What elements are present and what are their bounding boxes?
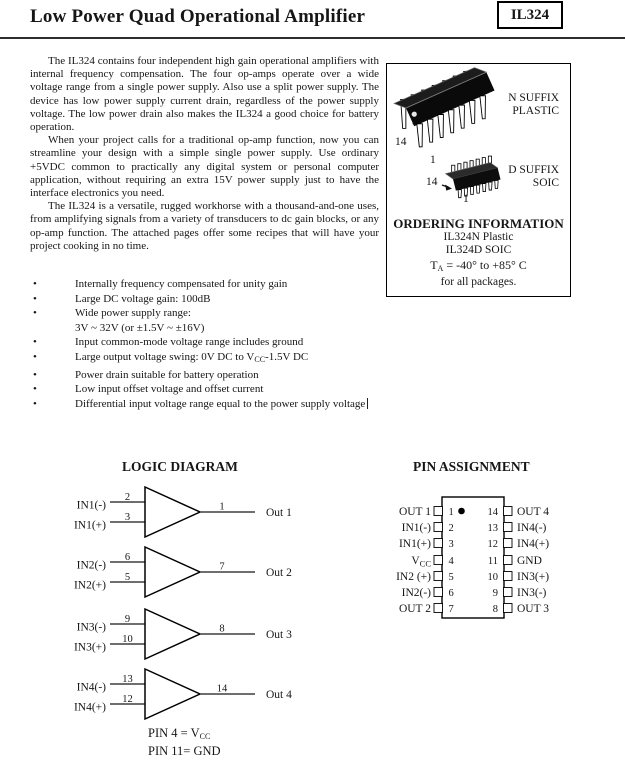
svg-text:Out 3: Out 3 xyxy=(266,629,292,641)
svg-text:12: 12 xyxy=(122,694,133,705)
feature-item: • Low input offset voltage and offset current xyxy=(33,383,264,396)
svg-text:IN3(+): IN3(+) xyxy=(73,641,106,654)
bullet-icon: • xyxy=(33,350,37,363)
ordering-plastic: IL324N Plastic xyxy=(443,231,514,243)
svg-text:OUT 2: OUT 2 xyxy=(398,603,431,615)
description-paragraph-1: The IL324 contains four independent high gain operational amplifiers with internal frequency compensation. The four op-amps operate over a wide voltage range from a single power supply. Also use a split power supply. The device has low power supply current drain, regardless of the power supply voltage. The low power drain also makes the IL324 a good choice for battery operation. xyxy=(30,55,379,134)
features-list xyxy=(30,277,395,411)
pin-assignment-heading: PIN ASSIGNMENT xyxy=(413,459,530,474)
feature-item: • Internally frequency compensated for unity gain xyxy=(33,278,288,290)
svg-text:IN1(-): IN1(-) xyxy=(76,499,106,512)
feature-item: • Input common-mode voltage range includes ground xyxy=(33,336,304,349)
svg-text:13: 13 xyxy=(487,523,498,534)
svg-text:IN3(-): IN3(-) xyxy=(517,587,547,599)
svg-text:2: 2 xyxy=(124,492,131,503)
pin1-indicator-dot xyxy=(458,508,465,515)
svg-text:2: 2 xyxy=(448,523,454,534)
svg-text:14: 14 xyxy=(216,683,228,695)
bullet-icon: • xyxy=(33,292,37,305)
description-paragraph-3: The IL324 is a versatile, rugged workhorse with a thousand-and-one uses, from amplifying signals from a variety of transducers to dc gain blocks, or any op-amp function. The attached pages offer some recipes that will have your project cooking in no time. xyxy=(30,200,379,252)
opamp-1 xyxy=(74,487,292,537)
bullet-icon: • xyxy=(33,383,37,396)
opamp-2 xyxy=(74,547,292,597)
svg-text:IN3(+): IN3(+) xyxy=(517,571,550,583)
bullet-icon: • xyxy=(33,307,37,320)
svg-text:6: 6 xyxy=(448,588,454,599)
svg-text:IN4(+): IN4(+) xyxy=(517,538,550,550)
vcc-pin-note: PIN $4 = V_{CC}$ xyxy=(148,726,211,741)
svg-text:9: 9 xyxy=(492,588,498,599)
svg-text:OUT 4: OUT 4 xyxy=(517,506,550,518)
svg-text:7: 7 xyxy=(219,561,225,573)
description-paragraph-2: When your project calls for a traditional op-amp function, now you can streamline your design with a simple single power supply. Use ordinary +5VDC common to practically any digital system or personal computer application, without requiring an extra 15V power supply just to have the interface electronics you need. xyxy=(30,134,379,200)
svg-text:12: 12 xyxy=(487,539,498,550)
svg-text:IN1(-): IN1(-) xyxy=(401,522,431,534)
ordering-information xyxy=(387,217,570,288)
dip-pin14-label: 14 xyxy=(395,136,407,148)
dip-package-drawing xyxy=(391,64,504,152)
svg-text:IN1(+): IN1(+) xyxy=(398,538,431,550)
package-ordering-box xyxy=(386,63,571,297)
svg-text:IN2(-): IN2(-) xyxy=(76,559,106,572)
part-number-box xyxy=(497,1,563,29)
power-pin-note xyxy=(148,726,221,758)
svg-text:8: 8 xyxy=(492,604,498,615)
d-suffix-label: D SUFFIX SOIC xyxy=(508,164,559,189)
logic-diagram xyxy=(30,480,360,725)
bullet-icon: • xyxy=(33,336,37,349)
svg-text:IN4(+): IN4(+) xyxy=(73,701,106,714)
svg-text:10: 10 xyxy=(122,634,133,645)
svg-text:10: 10 xyxy=(487,572,498,583)
svg-text:6: 6 xyxy=(124,552,131,563)
vcc-pin-label: $V_{CC}$ xyxy=(411,555,431,569)
svg-text:IN2 (+): IN2 (+) xyxy=(396,571,431,583)
svg-text:8: 8 xyxy=(219,623,225,635)
svg-text:Out 1: Out 1 xyxy=(266,507,292,519)
temperature-range: $T_A = -40^\circ$ to +85° C xyxy=(430,257,527,273)
svg-text:1: 1 xyxy=(219,501,225,513)
pin-assignment-diagram xyxy=(390,490,625,630)
svg-text:Out 2: Out 2 xyxy=(266,567,292,579)
logic-diagram-heading: LOGIC DIAGRAM xyxy=(122,459,238,474)
n-suffix-label: N SUFFIX PLASTIC xyxy=(508,92,559,117)
svg-text:IN2(-): IN2(-) xyxy=(401,587,431,599)
temperature-note: for all packages. xyxy=(440,275,517,288)
svg-text:4: 4 xyxy=(448,556,454,567)
svg-text:7: 7 xyxy=(448,604,454,615)
text-cursor xyxy=(367,398,368,409)
soic-package-drawing xyxy=(442,155,503,200)
opamp-3 xyxy=(74,609,292,659)
ordering-soic: IL324D SOIC xyxy=(445,243,512,256)
svg-text:3: 3 xyxy=(124,512,131,523)
svg-text:9: 9 xyxy=(124,614,131,625)
feature-item: • Power drain suitable for battery operation xyxy=(33,368,259,381)
bullet-icon: • xyxy=(33,368,37,381)
feature-item: • Large output voltage swing: 0V DC to $V_{CC}-1.5V$ DC xyxy=(33,350,309,364)
svg-text:14: 14 xyxy=(487,507,498,518)
svg-text:OUT 3: OUT 3 xyxy=(517,603,550,615)
svg-text:3: 3 xyxy=(448,539,454,550)
bullet-icon: • xyxy=(33,397,37,410)
svg-text:IN4(-): IN4(-) xyxy=(76,681,106,694)
svg-text:1: 1 xyxy=(448,507,454,518)
feature-item: • Differential input voltage range equal to the power supply voltage xyxy=(30,397,395,412)
svg-text:5: 5 xyxy=(448,572,454,583)
opamp-4 xyxy=(74,669,292,719)
soic-pin14-label: 14 xyxy=(426,176,438,188)
svg-text:13: 13 xyxy=(122,674,133,685)
svg-text:Out 4: Out 4 xyxy=(266,689,292,701)
svg-text:IN2(+): IN2(+) xyxy=(73,579,106,592)
svg-text:IN3(-): IN3(-) xyxy=(76,621,106,634)
title-divider xyxy=(0,37,625,39)
page-title: Low Power Quad Operational Amplifier xyxy=(30,6,366,27)
feature-item-continuation: 3V ~ 32V (or ±1.5V ~ ±16V) xyxy=(75,321,205,334)
svg-text:IN1(+): IN1(+) xyxy=(73,519,106,532)
feature-item: • Large DC voltage gain: 100dB xyxy=(33,292,211,305)
gnd-pin-note: PIN 11= GND xyxy=(148,744,221,758)
svg-text:OUT 1: OUT 1 xyxy=(398,506,431,518)
svg-text:5: 5 xyxy=(124,572,131,583)
svg-text:GND: GND xyxy=(517,555,542,567)
soic-pin1-label: 1 xyxy=(463,193,469,205)
svg-text:IN4(-): IN4(-) xyxy=(517,522,547,534)
ordering-heading: ORDERING INFORMATION xyxy=(393,216,564,231)
bullet-icon: • xyxy=(33,278,37,290)
part-number: IL324 xyxy=(510,7,550,23)
description-section xyxy=(30,55,379,253)
feature-item: • Wide power supply range: xyxy=(33,307,191,320)
dip-pin1-label: 1 xyxy=(430,154,436,166)
svg-text:11: 11 xyxy=(487,556,498,567)
